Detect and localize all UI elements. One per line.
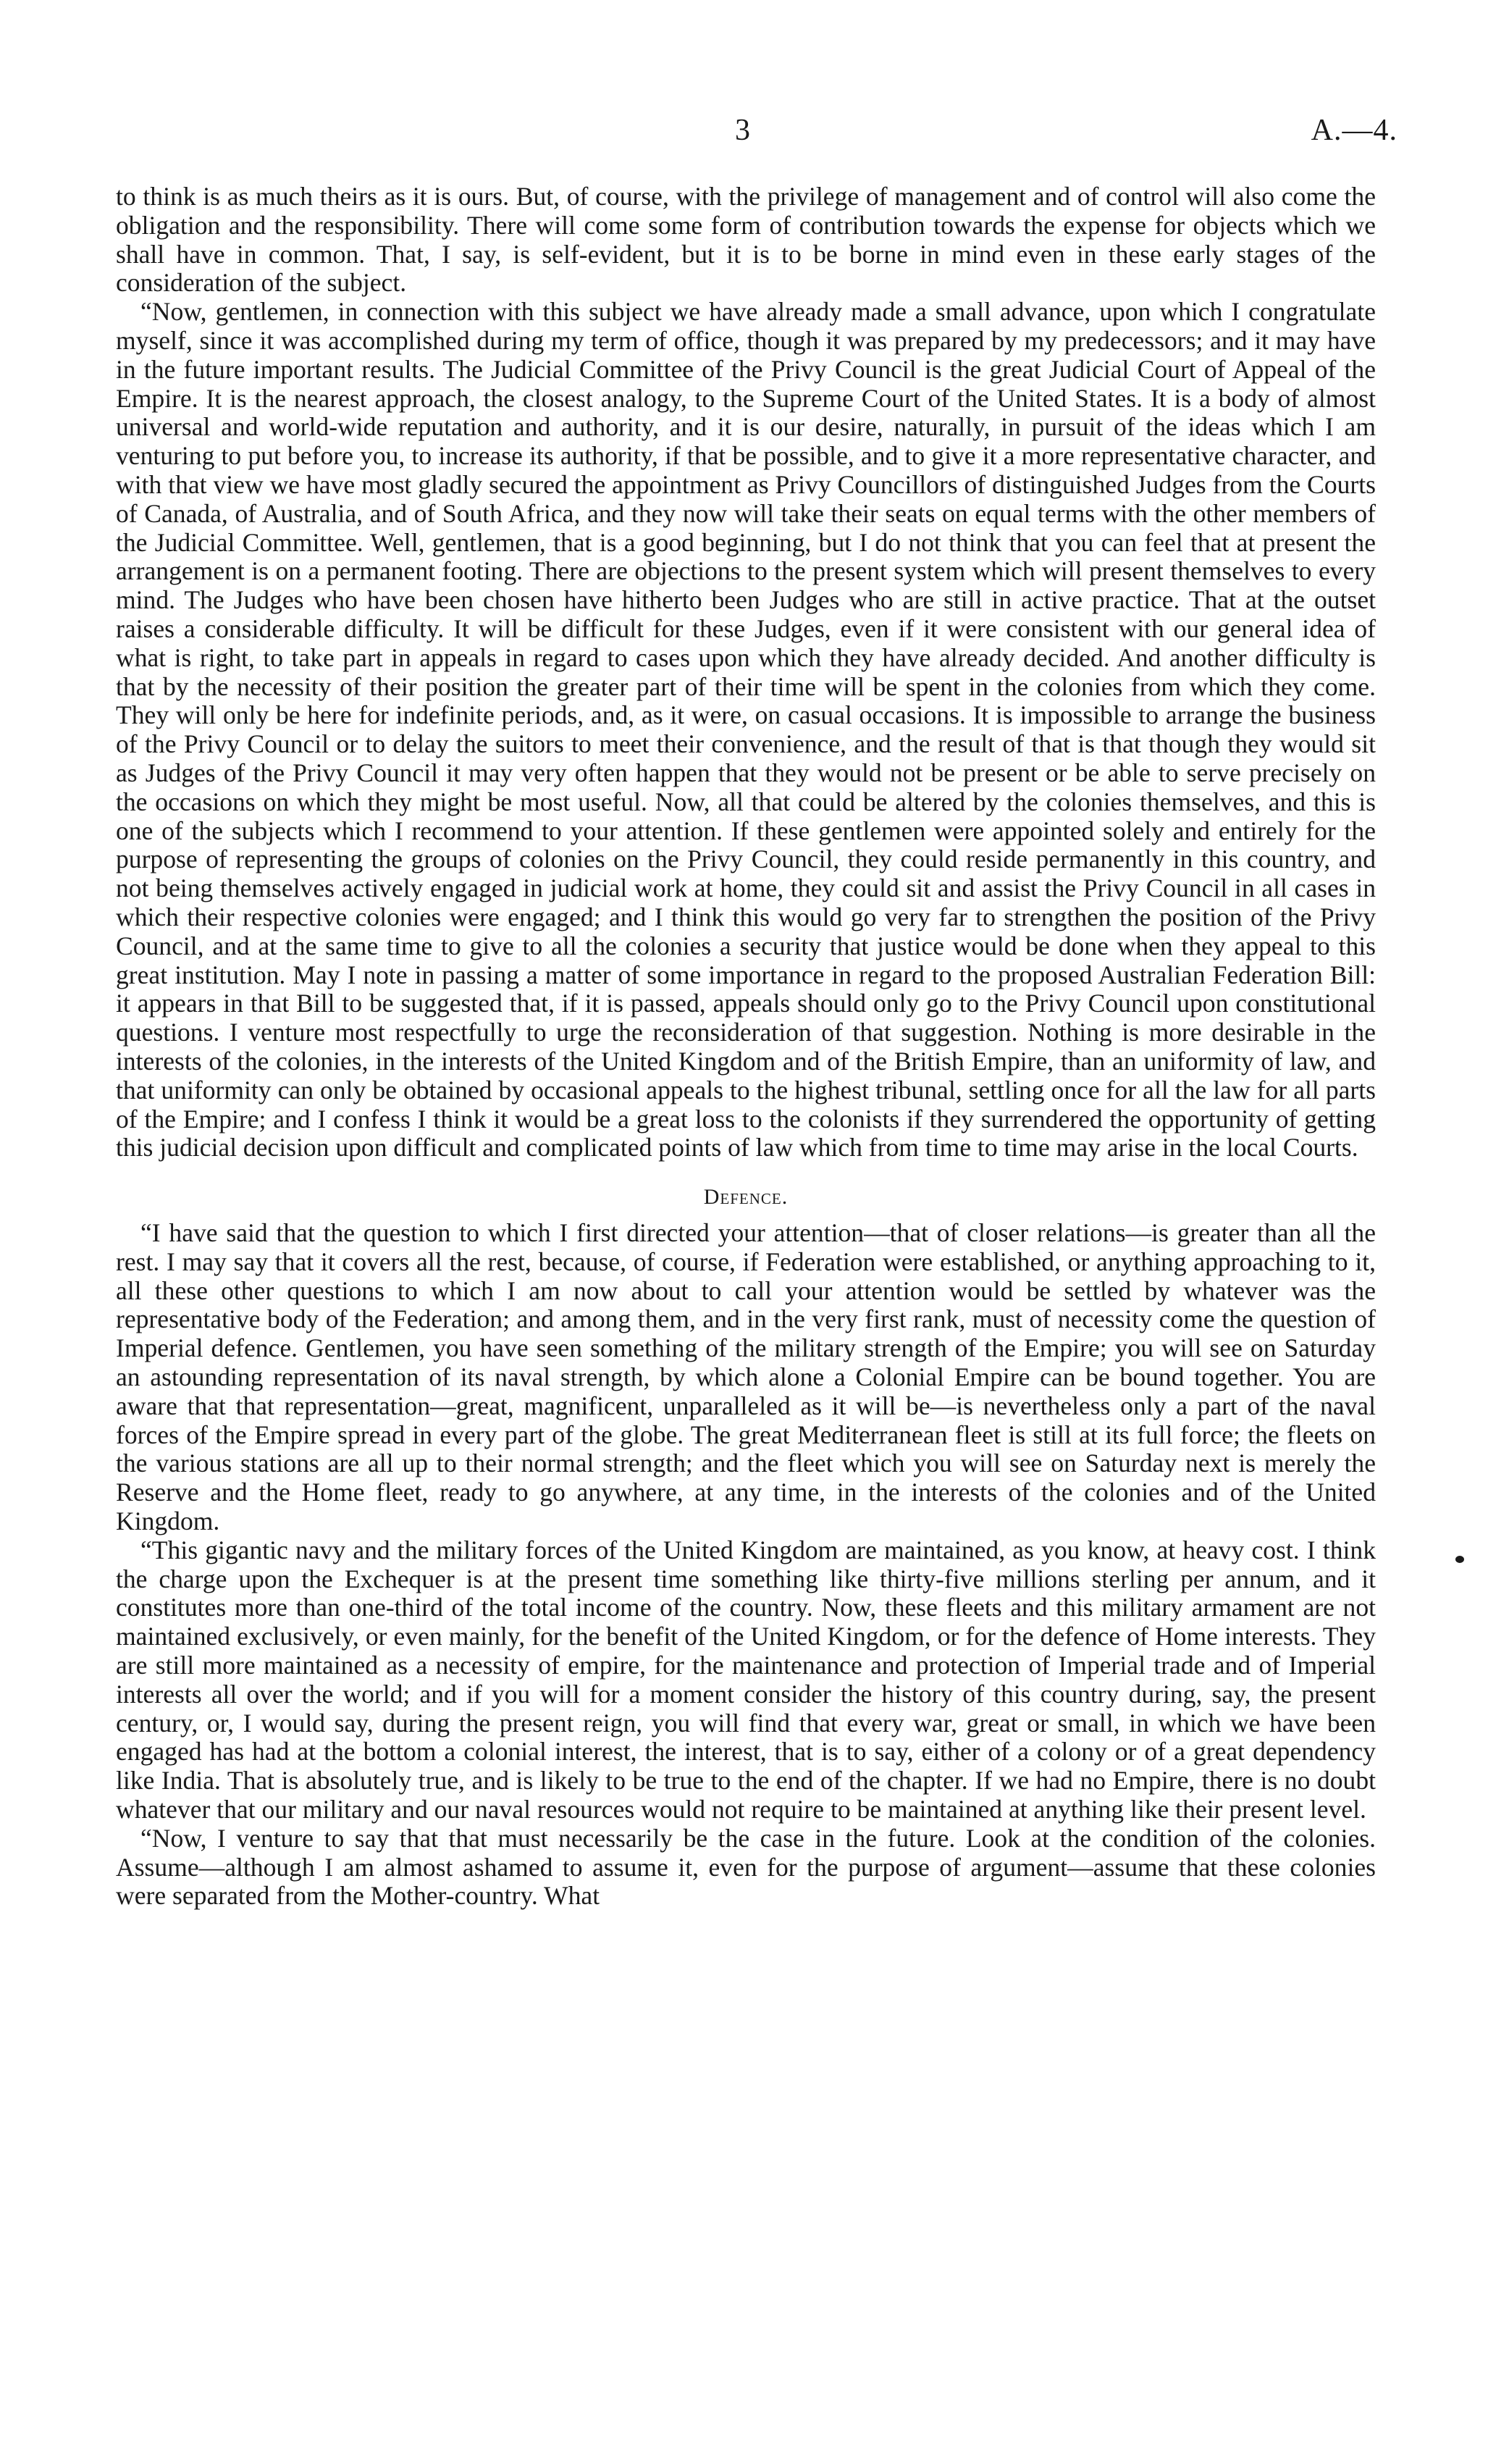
page-number: 3 (735, 114, 750, 147)
section-heading-defence: Defence. (703, 1185, 789, 1210)
paragraph-defence-1: “I have said that the question to which I first directed your attention—that of closer relations—is greater than all the rest. I may say that it covers all the rest, because, of course, if Federation were established, or anything approaching to it, all these other questions to which I am now about to call your attention would be settled by whatever was the representative body of the Federation; and among them, and in the very first rank, must of necessity come the question of Imperial defence. Gentlemen, you have seen something of the military strength of the Empire; you will see on Saturday an astounding representation of its naval strength, by which alone a Colonial Empire can be bound together. You are aware that that representation—great, magnificent, unparalleled as it will be—is nevertheless only a part of the naval forces of the Empire spread in every part of the globe. The great Mediterranean fleet is still at its full force; the fleets on the various stations are all up to their normal strength; and the fleet which you will see on Saturday next is merely the Reserve and the Home fleet, ready to go anywhere, at any time, in the interests of the colonies and of the United Kingdom. (116, 1218, 1376, 1536)
document-reference: A.—4. (1311, 114, 1397, 147)
paragraph-privy-council: “Now, gentlemen, in connection with this subject we have already made a small advance, upon which I congratulate myself, since it was accomplished during my term of office, though it was prepared by my predecessors; and it may have in the future important results. The Judicial Committee of the Privy Council is the great Judicial Court of Appeal of the Empire. It is the nearest approach, the closest analogy, to the Supreme Court of the United States. It is a body of almost universal and world-wide reputation and authority, and it is our desire, naturally, in pursuit of the ideas which I am venturing to put before you, to increase its authority, if that be possible, and to give it a more representative character, and with that view we have most gladly secured the appointment as Privy Councillors of distinguished Judges from the Courts of Canada, of Australia, and of South Africa, and they now will take their seats on equal terms with the other members of the Judicial Committee. Well, gentlemen, that is a good beginning, but I do not think that you can feel that at present the arrangement is on a permanent footing. There are objections to the present system which will present themselves to every mind. The Judges who have been chosen have hitherto been Judges who are still in active practice. That at the outset raises a considerable difficulty. It will be difficult for these Judges, even if it were consistent with our general idea of what is right, to take part in appeals in regard to cases upon which they have already decided. And another difficulty is that by the necessity of their position the greater part of their time will be spent in the colonies from which they come. They will only be here for indefinite periods, and, as it were, on casual occasions. It is impossible to arrange the business of the Privy Council or to delay the suitors to meet their convenience, and the result of that is that though they would sit as Judges of the Privy Council it may very often happen that they would not be present or be able to serve precisely on the occasions on which they might be most useful. Now, all that could be altered by the colonies themselves, and this is one of the subjects which I recommend to your attention. If these gentlemen were appointed solely and entirely for the purpose of representing the groups of colonies on the Privy Council, they could reside permanently in this country, and not being themselves actively engaged in judicial work at home, they could sit and assist the Privy Council in all cases in which their respective colonies were engaged; and I think this would go very far to strengthen the position of the Privy Council, and at the same time to give to all the colonies a security that justice would be done when they appeal to this great institution. May I note in passing a matter of some importance in regard to the proposed Australian Federation Bill: it appears in that Bill to be suggested that, if it is passed, appeals should only go to the Privy Council upon constitutional questions. I venture most respectfully to urge the reconsideration of that suggestion. Nothing is more desirable in the interests of the colonies, in the interests of the United Kingdom and of the British Empire, than an uniformity of law, and that uniformity can only be obtained by occasional appeals to the highest tribunal, settling once for all the law for all parts of the Empire; and I confess I think it would be a great loss to the colonists if they surrendered the opportunity of getting this judicial decision upon difficult and complicated points of law which from time to time may arise in the local Courts. (116, 297, 1376, 1162)
paragraph-defence-2: “This gigantic navy and the military forces of the United Kingdom are maintained, as you know, at heavy cost. I think the charge upon the Exchequer is at the present time something like thirty-five millions sterling per annum, and it constitutes more than one-third of the total income of the country. Now, these fleets and this military armament are not maintained exclusively, or even mainly, for the benefit of the United Kingdom, or for the defence of Home interests. They are still more maintained as a necessity of empire, for the maintenance and protection of Imperial trade and of Imperial interests all over the world; and if you will for a moment consider the history of this country during, say, the present century, or, I would say, during the present reign, you will find that every war, great or small, in which we have been engaged has had at the bottom a colonial interest, the interest, that is to say, either of a colony or of a great dependency like India. That is absolutely true, and is likely to be true to the end of the chapter. If we had no Empire, there is no doubt whatever that our military and our naval resources would not require to be maintained at anything like their present level. (116, 1535, 1376, 1824)
body-text (116, 183, 1376, 1911)
page-header (0, 109, 1488, 152)
margin-ink-mark (1455, 1556, 1464, 1563)
paragraph-defence-3: “Now, I venture to say that that must necessarily be the case in the future. Look at the condition of the colonies. Assume—although I am almost ashamed to assume it, even for the purpose of argument—assume that these colonies were separated from the Mother-country. What (116, 1823, 1376, 1911)
paragraph-continuation: to think is as much theirs as it is ours. But, of course, with the privilege of management and of control will also come the obligation and the responsibility. There will come some form of contribution towards the expense for objects which we shall have in common. That, I say, is self-evident, but it is to be borne in mind even in these early stages of the consideration of the subject. (116, 182, 1376, 298)
